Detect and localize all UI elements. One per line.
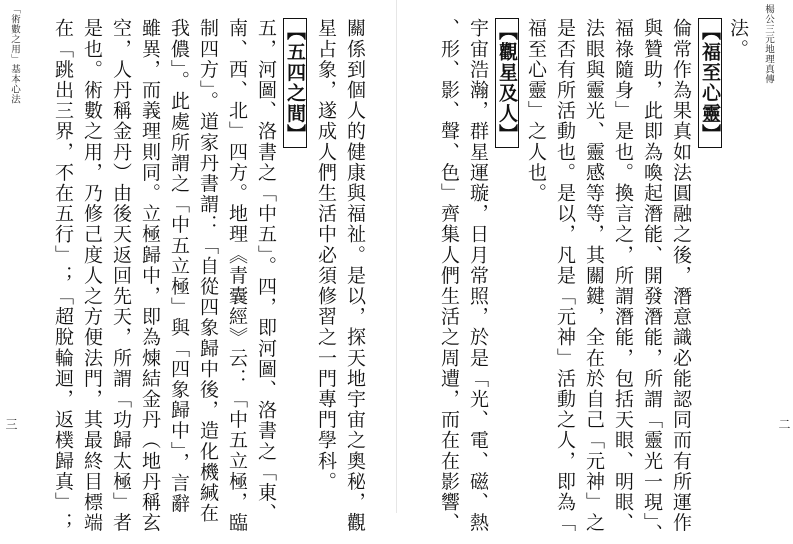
section-heading (497, 18, 517, 498)
text-column: 雖異，而義理則同。立極歸中，即為煉結金丹（地丹稱玄 (139, 18, 161, 533)
text-column: 、形、影、聲、色」齊集人們生活之周遭，而在在影響、 (438, 18, 460, 533)
text-column: 福至心靈」之人也。 (525, 18, 547, 204)
text-column: 空，人丹稱金丹）由後天返回先天，所謂「功歸太極」者 (110, 18, 132, 533)
text-column: 法眼與靈光、靈感等等，其關鍵，全在於自己「元神」之 (583, 18, 605, 533)
text-column: 星占象，遂成人們生活中必須修習之一門專門學科。 (315, 18, 337, 492)
page-gutter (396, 0, 397, 513)
section-heading (285, 18, 305, 498)
section-heading (700, 18, 720, 498)
text-column: 我儂」。此處所謂之「中五立極」與「四象歸中」，言辭 (168, 18, 190, 514)
text-column: 五，河圖、洛書之「中五」。四，即河圖、洛書之「東、 (255, 18, 277, 524)
text-column: 宇宙浩瀚，群星運璇，日月常照，於是「光、電、磁、熱 (467, 18, 489, 533)
text-column: 倫常作為果真如法圓融之後，潛意識必能認同而有所運作 (670, 18, 692, 533)
section-heading-label: 【五四之間】 (283, 18, 307, 148)
running-head: 楊公三元地理真傳 (763, 4, 774, 84)
text-column: 在「跳出三界，不在五行」；「超脫輪迴，返樸歸真」； (52, 18, 74, 533)
page-number: 三 (4, 418, 18, 430)
text-column: 法。 (727, 18, 749, 60)
text-column: 是否有所活動也。是以，凡是「元神」活動之人，即為「 (554, 18, 576, 533)
text-column: 與贊助，此即為喚起潛能、開發潛能，所謂「靈光一現」、 (641, 18, 663, 544)
left-page (0, 0, 396, 533)
text-column: 是也。術數之用，乃修己度人之方便法門，其最終目標端 (81, 18, 103, 533)
text-column: 南、西、北」四方。地理《青囊經》云：「中五立極，臨 (226, 18, 248, 533)
text-column: 制四方」。道家丹書謂：「自從四象歸中後，造化機緘在 (197, 18, 219, 524)
page-number: 二 (777, 418, 791, 430)
text-column: 關係到個人的健康與福祉。是以，探天地宇宙之奧秘，觀 (344, 18, 366, 533)
section-heading-label: 【觀星及人】 (495, 18, 519, 148)
text-column: 福祿隨身」是也。換言之，所謂潛能，包括天眼、明眼、 (612, 18, 634, 533)
section-heading-label: 【福至心靈】 (698, 18, 722, 148)
right-page (397, 0, 793, 544)
running-head: 「術數之用」基本心法 (9, 4, 20, 104)
